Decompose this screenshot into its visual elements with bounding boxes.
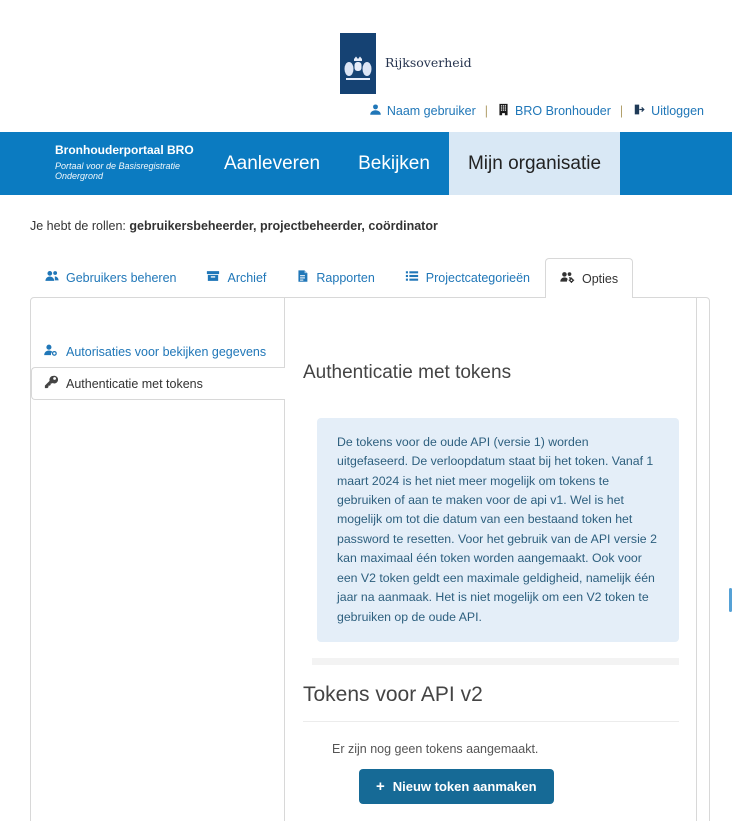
token-content-pane — [284, 298, 697, 821]
separator: | — [484, 104, 489, 118]
user-name-label: Naam gebruiker — [386, 104, 476, 118]
tab-label: Rapporten — [316, 270, 375, 285]
tab-label: Archief — [227, 270, 267, 285]
users-icon — [45, 269, 59, 286]
site-header — [0, 0, 732, 132]
tab-archief[interactable] — [191, 258, 281, 297]
users-gear-icon — [560, 270, 575, 287]
tab-label: Projectcategorieën — [425, 270, 530, 285]
user-name-link[interactable] — [369, 103, 476, 119]
brand-block[interactable] — [55, 132, 205, 195]
user-circle-icon — [43, 343, 58, 360]
empty-tokens-message: Er zijn nog geen tokens aangemaakt. — [332, 742, 539, 757]
sidebar-item-label: Authenticatie met tokens — [66, 376, 203, 391]
new-token-button-label: Nieuw token aanmaken — [392, 779, 537, 795]
user-icon — [369, 103, 382, 119]
main-navbar — [0, 132, 732, 195]
tokens-v2-title: Tokens voor API v2 — [303, 683, 483, 707]
roles-line — [30, 219, 732, 233]
roles-prefix: Je hebt de rollen: — [30, 219, 126, 233]
tab-projectcategorieen[interactable] — [390, 258, 545, 297]
tab-gebruikers-beheren[interactable] — [30, 258, 191, 297]
key-icon — [44, 375, 58, 392]
report-icon — [296, 269, 309, 286]
options-sidebar — [31, 298, 284, 821]
rijksoverheid-logo — [340, 0, 472, 94]
tab-bar — [30, 258, 732, 297]
separator: | — [619, 104, 624, 118]
tab-label: Gebruikers beheren — [66, 270, 177, 285]
rijksoverheid-emblem-icon — [340, 33, 376, 94]
pane-title: Authenticatie met tokens — [303, 362, 512, 383]
list-icon — [405, 269, 419, 286]
tab-rapporten[interactable] — [281, 258, 389, 297]
tab-opties[interactable] — [545, 258, 633, 298]
logout-label: Uitloggen — [651, 104, 704, 118]
tab-label: Opties — [582, 271, 619, 286]
brand-title: Bronhouderportaal BRO — [55, 143, 194, 157]
organisation-label: BRO Bronhouder — [515, 104, 611, 118]
new-token-button[interactable] — [359, 769, 554, 804]
plus-icon: + — [376, 778, 385, 796]
organisation-link[interactable] — [497, 103, 611, 119]
token-info-box: De tokens voor de oude API (versie 1) worden uitgefaseerd. De verloopdatum staat bij het token. Vanaf 1 maart 2024 is het niet meer mogelijk om tokens te gebruiken of aan te maken voor de api v1. Wel is het mogelijk om tot die datum van een bestaand token het password te resetten. Voor het gebruik van de API versie 2 kan maximaal één token worden aangemaakt. Ook voor een V2 token geldt een maximale geldigheid, namelijk één jaar na aanmaak. Het is niet mogelijk om een V2 token te gebruiken op de oude API. — [317, 418, 679, 642]
section-divider-band — [312, 658, 679, 665]
logo-wordmark: Rijksoverheid — [385, 55, 472, 70]
nav-item-bekijken[interactable]: Bekijken — [358, 152, 430, 174]
sidebar-item-authenticatie[interactable] — [31, 367, 285, 400]
building-icon — [497, 103, 510, 119]
thin-divider — [303, 721, 679, 722]
user-bar — [369, 103, 704, 119]
nav-item-mijn-organisatie[interactable]: Mijn organisatie — [449, 132, 620, 195]
archive-icon — [206, 269, 220, 286]
sidebar-item-label: Autorisaties voor bekijken gegevens — [66, 344, 267, 359]
opties-panel — [30, 297, 710, 821]
logout-icon — [632, 103, 646, 119]
sidebar-item-autorisaties[interactable] — [31, 336, 284, 367]
brand-subtitle: Portaal voor de Basisregistratie Ondergrond — [55, 161, 181, 181]
logout-link[interactable] — [632, 103, 704, 119]
roles-list: gebruikersbeheerder, projectbeheerder, coördinator — [129, 219, 438, 233]
nav-item-aanleveren[interactable]: Aanleveren — [224, 152, 321, 174]
